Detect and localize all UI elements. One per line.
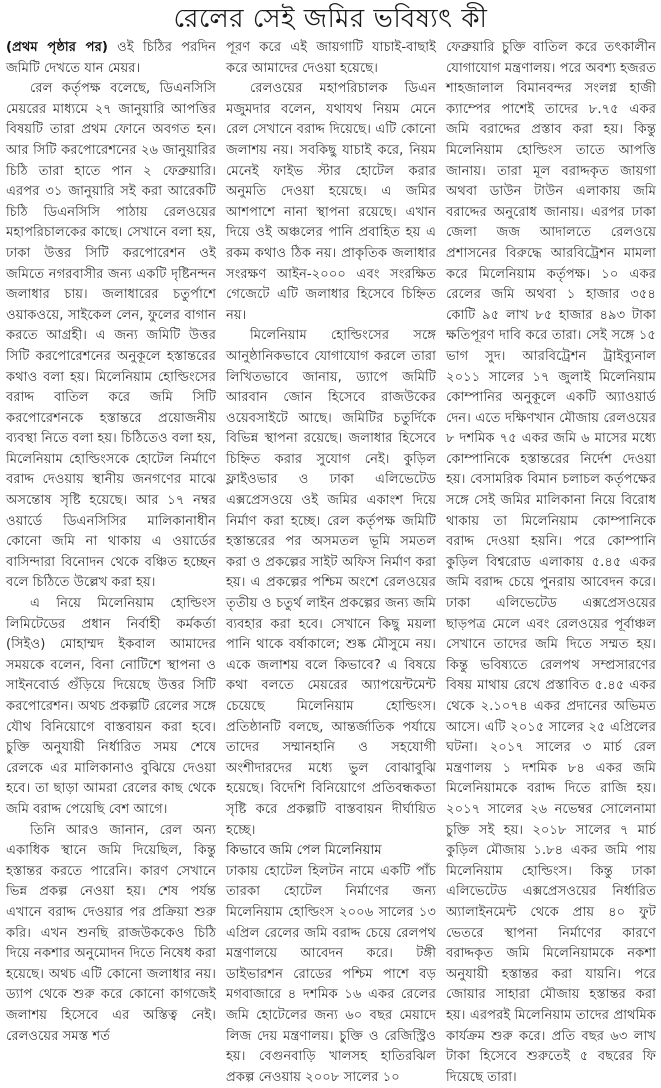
column-3 (446, 38, 656, 1085)
paragraph: ঢাকায় হোটেল হিলটন নামে একটি পাঁচ তারকা হোটেল নির্মাণের জন্য মিলেনিয়াম হোল্ডিংস ২০০৬ সালের ১৩ এপ্রিল রেলের জমি বরাদ্দ চেয়ে রেলপথ মন্ত্রণালয়ে আবেদন করে। টঙ্গী ডাইভারশন রোডের পশ্চিম পাশে বড় মগবাজারে ৪ দশমিক ১৬ একর রেলের জমি হোটেলের জন্য ৬০ বছর মেয়াদে লিজ দেয় মন্ত্রণালয়। চুক্তি ও রেজিস্ট্রিও হয়। বেগুনবাড়ি খালসহ হাতিরঝিল প্রকল্প নেওয়ায় ২০০৮ সালের ১০ (226, 863, 436, 1085)
paragraph: ফেব্রুয়ারি চুক্তি বাতিল করে তৎকালীন যোগাযোগ মন্ত্রণালয়। পরে অবশ্য হজরত শাহজালাল বিমানবন্দর সংলগ্ন হাজী ক্যাম্পের পাশেই তাদের ৮.৭৫ একর জমি বরাদ্দের প্রস্তাব করা হয়। কিন্তু মিলেনিয়াম হোল্ডিংস তাতে আপত্তি জানায়। তারা মূল বরাদ্দকৃত জায়গা অথবা ডাউন টাউন এলাকায় জমি বরাদ্দের অনুরোধ জানায়। এরপর ঢাকা জেলা জজ আদালতে রেলওয়ে প্রশাসনের বিরুদ্ধে আরবিট্রেশন মামলা করে মিলেনিয়াম কর্তৃপক্ষ। ১০ একর রেলের জমি অথবা ১ হাজার ৩৫৪ কোটি ৯৫ লাখ ৮৫ হাজার ৪৯৩ টাকা ক্ষতিপূরণ দাবি করে তারা। সেই সঙ্গে ১৫ ভাগ সুদ। আরবিট্রেশন ট্রাইব্যুনাল ২০১১ সালের ১৭ জুলাই মিলেনিয়াম কোম্পানির অনুকূলে একটি অ্যাওয়ার্ড দেন। এতে দক্ষিণখান মৌজায় রেলওয়ের ৮ দশমিক ৭৫ একর জমি ৬ মাসের মধ্যে কোম্পানিকে হস্তান্তরের নির্দেশ দেওয়া হয়। বেসামরিক বিমান চলাচল কর্তৃপক্ষের সঙ্গে সেই জমির মালিকানা নিয়ে বিরোধ থাকায় তা মিলেনিয়াম কোম্পানিকে বরাদ্দ দেওয়া হয়নি। পরে কোম্পানি কুড়িল বিশ্বরোড এলাকায় ৫.৪৫ একর জমি বরাদ্দ চেয়ে পুনরায় আবেদন করে। ঢাকা এলিভেটেড এক্সপ্রেসওয়ের ছাড়পত্র মেলে এবং রেলওয়ের পূর্বাঞ্চল সেখানে তাদের জমি দিতে সম্মত হয়। কিন্তু ভবিষ্যতে রেলপথ সম্প্রসারণের বিষয় মাথায় রেখে প্রস্তাবিত ৫.৪৫ একর থেকে ২.১০৭৪ একর প্রদানের অভিমত আসে। এটি ২০১৫ সালের ২৫ এপ্রিলের ঘটনা। ২০১৭ সালের ৩ মার্চ রেল মন্ত্রণালয় ১ দশমিক ৮৪ একর জমি মিলেনিয়ামকে বরাদ্দ দিতে রাজি হয়। ২০১৭ সালের ২৬ নভেম্বর সোলেনামা চুক্তি সই হয়। ২০১৮ সালের ৭ মার্চ কুড়িল মৌজায় ১.৮৪ একর জমি পায় মিলেনিয়াম হোল্ডিংস। কিন্তু ঢাকা এলিভেটেড এক্সপ্রেসওয়ের নির্ধারিত অ্যালাইনমেন্ট থেকে প্রায় ৪০ ফুট ভেতরে স্থাপনা নির্মাণের কারণে বরাদ্দকৃত জমি মিলেনিয়ামকে নকশা অনুযায়ী হস্তান্তর করা যায়নি। পরে জোয়ার সাহারা মৌজায় হস্তান্তর করা হয়। এরপরই মিলেনিয়াম তাদের প্রাথমিক কার্যক্রম শুরু করে। প্রতি বছর ৬৩ লাখ টাকা হিসেবে শুরুতেই ৫ বছরের ফি দিয়েছে তারা। (446, 40, 656, 1085)
column-2 (226, 38, 436, 1085)
paragraph: রেলওয়ের মহাপরিচালক ডিএন মজুমদার বলেন, যথাযথ নিয়ম মেনে রেল সেখানে বরাদ্দ দিয়েছে। এটি কোনো জলাশয় নয়। সবকিছু যাচাই করে, নিয়ম মেনেই ফাইভ স্টার হোটেল করার অনুমতি দেওয়া হয়েছে। এ জমির আশপাশে নানা স্থাপনা রয়েছে। এখান দিয়ে ওই অঞ্চলের পানি প্রবাহিত হয় এ রকম কথাও ঠিক নয়। প্রাকৃতিক জলাধার সংরক্ষণ আইন-২০০০ এবং সংরক্ষিত গেজেটে এটি জলাধার হিসেবে চিহ্নিত নয়। (226, 81, 436, 323)
paragraph: মিলেনিয়াম হোল্ডিংসের সঙ্গে আনুষ্ঠানিকভাবে যোগাযোগ করলে তারা লিখিতভাবে জানায়, ড্যাপে জমিটি আরবান জোন হিসেবে রাজউকের ওয়েবসাইটে আছে। জমিটির চতুর্দিকে বিভিন্ন স্থাপনা রয়েছে। জলাধার হিসেবে চিহ্নিত করার সুযোগ নেই। কুড়িল ফ্লাইওভার ও ঢাকা এলিভেটেড এক্সপ্রেসওয়ে ওই জমির একাংশ দিয়ে নির্মাণ করা হচ্ছে। রেল কর্তৃপক্ষ জমিটি হস্তান্তরের পর অসমতল ভূমি সমতল করা ও প্রকল্পের সাইট অফিস নির্মাণ করা হয়। এ প্রকল্পের পশ্চিম অংশে রেলওয়ের তৃতীয় ও চতুর্থ লাইন প্রকল্পের জন্য জমি ব্যবহার করা হবে। সেখানে কিছু ময়লা পানি থাকে বর্ষাকালে; শুষ্ক মৌসুমে নয়। একে জলাশয় বলে কিভাবে? এ বিষয়ে কথা বলতে মেয়রের অ্যাপয়েন্টমেন্ট চেয়েছে মিলেনিয়াম হোল্ডিংস। প্রতিষ্ঠানটি বলছে, আন্তর্জাতিক পর্যায়ে তাদের সম্মানহানি ও সহযোগী অংশীদারদের মধ্যে ভুল বোঝাবুঝি হয়েছে। বিদেশি বিনিয়োগে প্রতিবন্ধকতা সৃষ্টি করে প্রকল্পটি বাস্তবায়ন দীর্ঘায়িত হচ্ছে। (226, 328, 436, 838)
paragraph: রেল কর্তৃপক্ষ বলেছে, ডিএনসিসি মেয়রের মাধ্যমে ২৭ জানুয়ারি আপত্তির বিষয়টি তারা প্রথম ফোনে অবগত হন। আর সিটি করপোরেশনের ২৬ জানুয়ারির চিঠি তারা হাতে পান ২ ফেব্রুয়ারি। এরপর ৩১ জানুয়ারি সই করা আরেকটি চিঠি ডিএনসিসি পাঠায় রেলওয়ের মহাপরিচালকের কাছে। সেখানে বলা হয়, ঢাকা উত্তর সিটি করপোরেশন ওই জমিতে নগরবাসীর জন্য একটি দৃষ্টিনন্দন জলাধার চায়। জলাধারের চতুর্পাশে ওয়াকওয়ে, সাইকেল লেন, ফুলের বাগান করতে আগ্রহী। এ জন্য জমিটি উত্তর সিটি করপোরেশনের অনুকূলে হস্তান্তরের কথাও বলা হয়। মিলেনিয়াম হোল্ডিংসের বরাদ্দ বাতিল করে জমি সিটি করপোরেশনকে হস্তান্তরে প্রয়োজনীয় ব্যবস্থা নিতে বলা হয়। চিঠিতেও বলা হয়, মিলেনিয়াম হোল্ডিংসকে হোটেল নির্মাণে বরাদ্দ দেওয়ায় স্থানীয় জনগণের মাঝে অসন্তোষ সৃষ্টি হয়েছে। আর ১৭ নম্বর ওয়ার্ডে ডিএনসিসির মালিকানাধীন কোনো জমি না থাকায় এ ওয়ার্ডের বাসিন্দারা বিনোদন থেকে বঞ্চিত হচ্ছেন বলে চিঠিতে উল্লেখ করা হয়। (6, 81, 216, 591)
continuation-label: (প্রথম পৃষ্ঠার পর) (6, 40, 108, 55)
column-1 (6, 38, 216, 1044)
section-subheading: কিভাবে জমি পেল মিলেনিয়াম (226, 843, 382, 859)
paragraph: এ নিয়ে মিলেনিয়াম হোল্ডিংস লিমিটেডের প্রধান নির্বাহী কর্মকর্তা (সিইও) মোহাম্মদ ইকবাল আমাদের সময়কে বলেন, বিনা নোটিশে স্থাপনা ও সাইনবোর্ড গুঁড়িয়ে দিয়েছে উত্তর সিটি করপোরেশন। অথচ প্রকল্পটি রেলের সঙ্গে যৌথ বিনিয়োগে বাস্তবায়ন করা হবে। চুক্তি অনুযায়ী নির্ধারিত সময় শেষে রেলকে এর মালিকানাও বুঝিয়ে দেওয়া হবে। তা ছাড়া আমরা রেলের কাছ থেকে জমি বরাদ্দ পেয়েছি বেশ আগে। (6, 596, 216, 817)
paragraph-text: ওই চিঠির পরদিন জমিটি দেখতে যান মেয়র। (6, 40, 216, 76)
article-headline: রেলের সেই জমির ভবিষ্যৎ কী (173, 4, 488, 34)
article-body (6, 38, 656, 1085)
paragraph: পূরণ করে এই জায়গাটি যাচাই-বাছাই করে আমাদের দেওয়া হয়েছে। (226, 40, 436, 76)
paragraph (6, 38, 216, 79)
paragraph: তিনি আরও জানান, রেল অন্য একাধিক স্থানে জমি দিয়েছিল, কিন্তু হস্তান্তর করতে পারেনি। কারণ সেখানে ভিন্ন প্রকল্প নেওয়া হয়। শেষ পর্যন্ত এখানে বরাদ্দ দেওয়ার পর প্রক্রিয়া শুরু করি। এখন শুনছি রাজউককেও চিঠি দিয়ে নকশার অনুমোদন দিতে নিষেধ করা হয়েছে। অথচ এটি কোনো জলাধার নয়। ড্যাপ থেকে শুরু করে কোনো কাগজেই জলাশয় হিসেবে এর অস্তিত্ব নেই। রেলওয়ের সমস্ত শর্ত (6, 822, 216, 1044)
